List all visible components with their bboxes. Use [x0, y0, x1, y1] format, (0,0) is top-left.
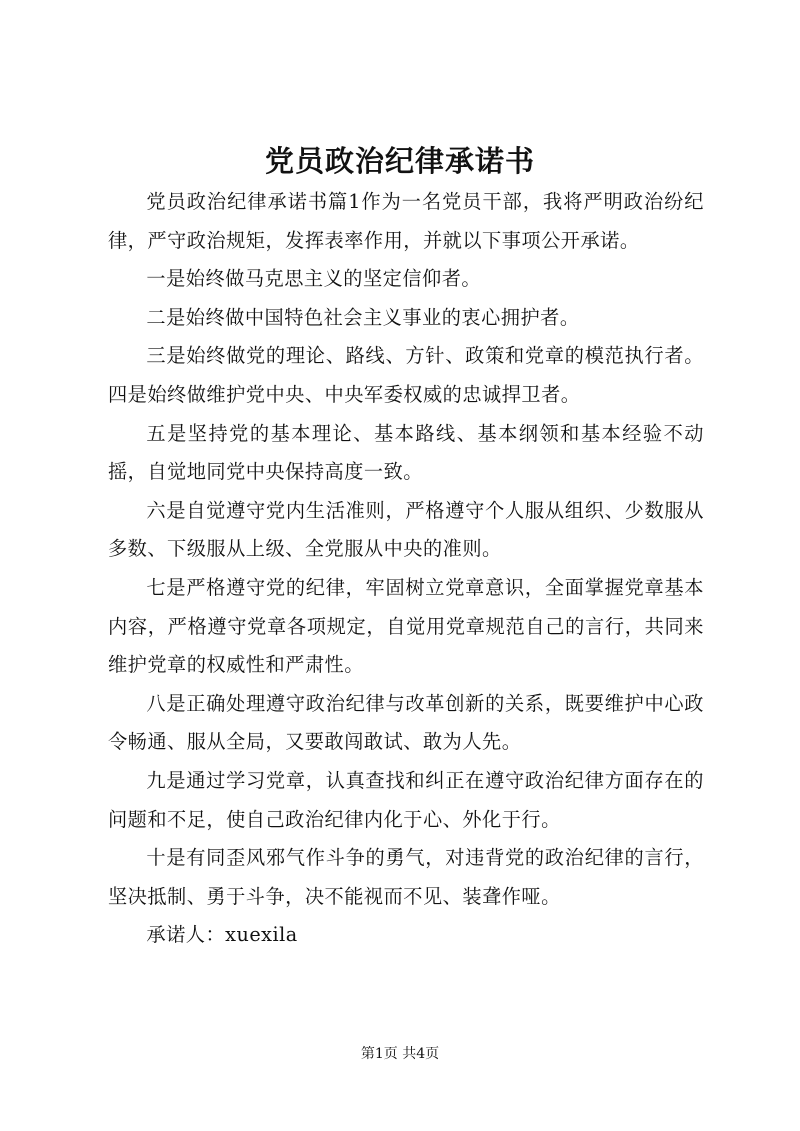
- document-body: [108, 183, 704, 955]
- paragraph-pledge-2: 二是始终做中国特色社会主义事业的衷心拥护者。: [146, 305, 580, 329]
- paragraph-pledge-1: 一是始终做马克思主义的坚定信仰者。: [146, 267, 482, 291]
- paragraph-pledge-8: 八是正确处理遵守政治纪律与改革创新的关系，既要维护中心政令畅通、服从全局，又要敢闯敢试、敢为人先。: [108, 691, 704, 754]
- page-number-footer: 第1页 共4页: [360, 1046, 440, 1062]
- paragraph-pledge-9: 九是通过学习党章，认真查找和纠正在遵守政治纪律方面存在的问题和不足，使自己政治纪律内化于心、外化于行。: [108, 768, 704, 831]
- signature-line: 承诺人：xuexila: [146, 923, 298, 947]
- paragraph-pledge-3-4: 三是始终做党的理论、路线、方针、政策和党章的模范执行者。四是始终做维护党中央、中央军委权威的忠诚捍卫者。: [108, 344, 704, 406]
- document-title: 党员政治纪律承诺书: [264, 144, 535, 178]
- paragraph-intro: 党员政治纪律承诺书篇1作为一名党员干部，我将严明政治纷纪律，严守政治规矩，发挥表率作用，并就以下事项公开承诺。: [108, 190, 704, 252]
- paragraph-pledge-7: 七是严格遵守党的纪律，牢固树立党章意识，全面掌握党章基本内容，严格遵守党章各项规定，自觉用党章规范自己的言行，共同来维护党章的权威性和严肃性。: [108, 575, 704, 677]
- paragraph-pledge-6: 六是自觉遵守党内生活准则，严格遵守个人服从组织、少数服从多数、下级服从上级、全党服从中央的准则。: [108, 498, 704, 561]
- paragraph-pledge-10: 十是有同歪风邪气作斗争的勇气，对违背党的政治纪律的言行，坚决抵制、勇于斗争，决不能视而不见、装聋作哑。: [108, 846, 704, 908]
- paragraph-pledge-5: 五是坚持党的基本理论、基本路线、基本纲领和基本经验不动摇，自觉地同党中央保持高度一致。: [108, 421, 704, 484]
